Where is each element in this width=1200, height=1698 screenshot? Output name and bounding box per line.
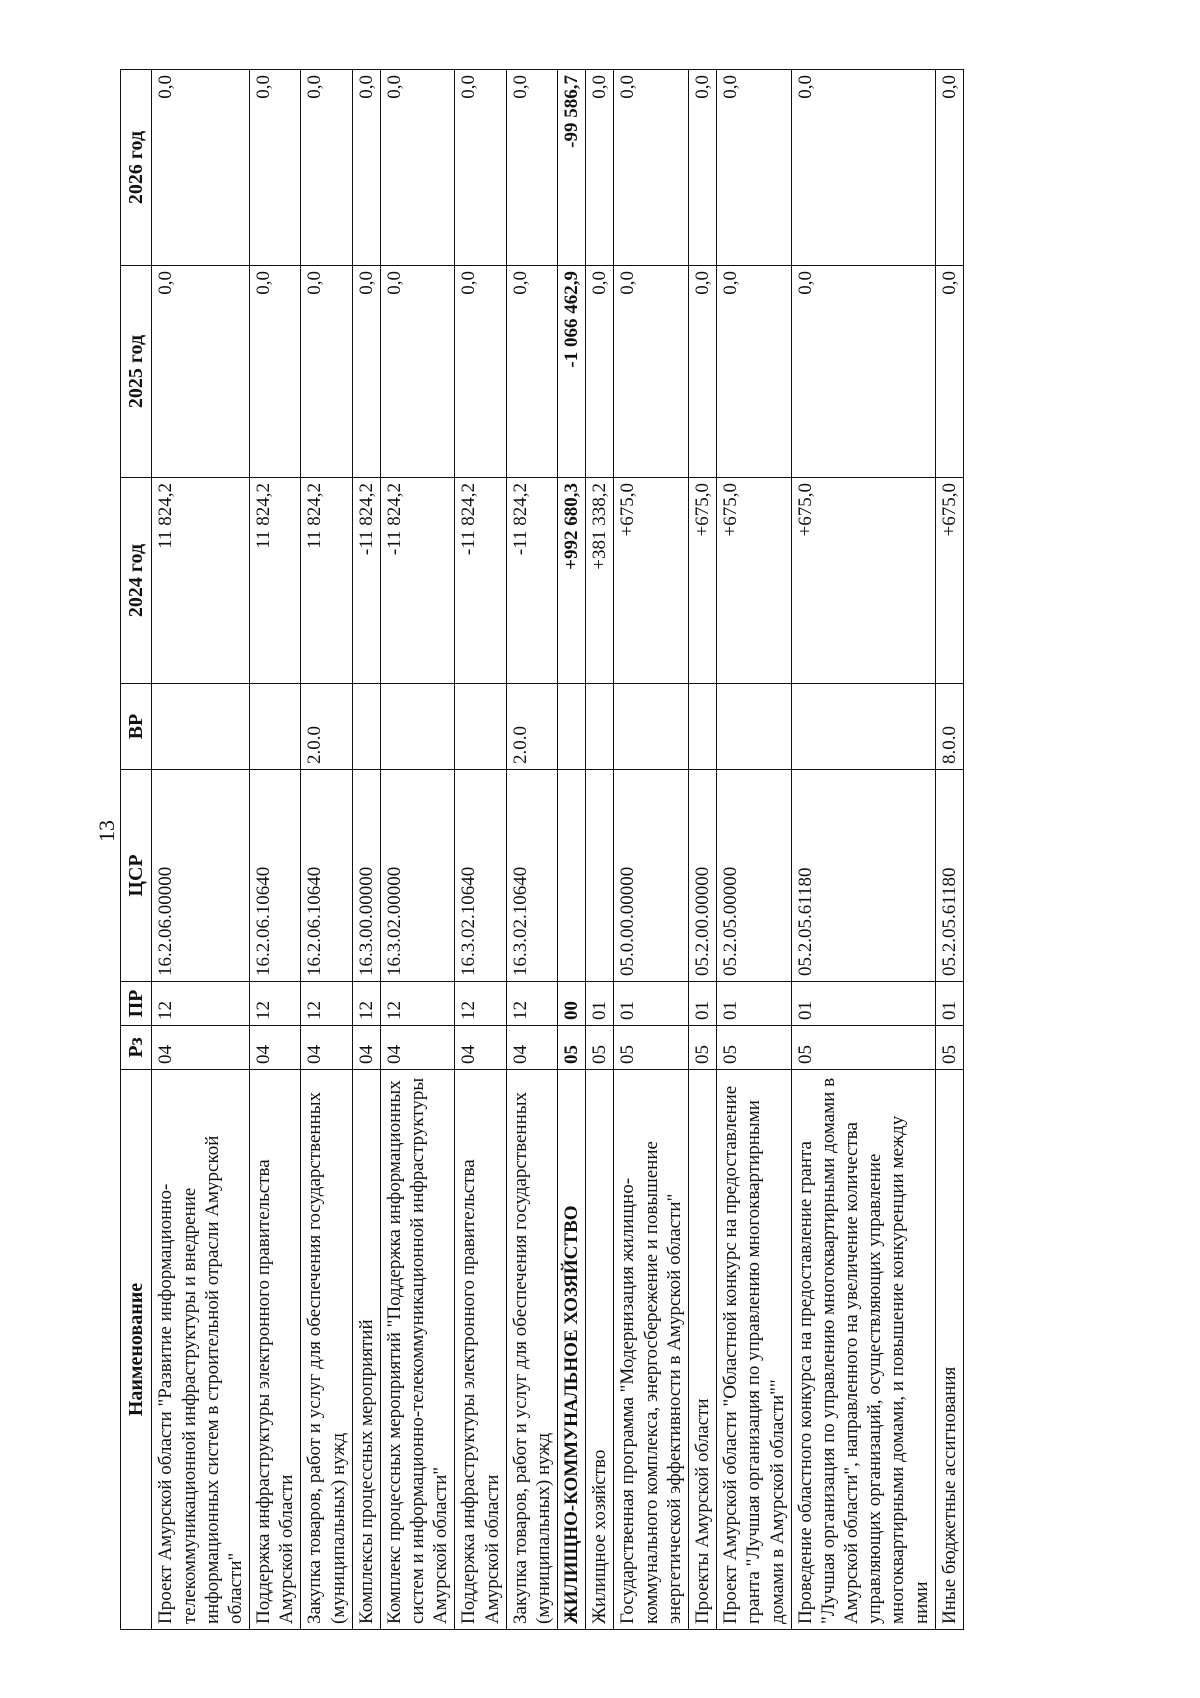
- row-pr: 12: [352, 982, 380, 1026]
- table-row: [455, 70, 506, 1630]
- table-row: [935, 70, 963, 1630]
- table-container: [120, 70, 1110, 1630]
- row-csr: 16.3.02.10640: [455, 770, 506, 982]
- row-csr: 16.3.00.00000: [352, 770, 380, 982]
- row-value-2025: 0,0: [689, 266, 717, 478]
- row-value-2024: +675,0: [935, 478, 963, 684]
- row-csr: 16.3.02.00000: [380, 770, 455, 982]
- header-vr: ВР: [121, 684, 152, 770]
- row-value-2025: -1 066 462,9: [558, 266, 586, 478]
- table-row: [506, 70, 557, 1630]
- row-value-2025: 0,0: [352, 266, 380, 478]
- header-rz: Рз: [121, 1026, 152, 1070]
- row-value-2024: 11 824,2: [301, 478, 352, 684]
- row-pr: 01: [614, 982, 689, 1026]
- row-rz: 04: [380, 1026, 455, 1070]
- table-header-row: [121, 70, 152, 1630]
- table-body: [152, 70, 964, 1630]
- row-csr: 05.2.05.61180: [791, 770, 935, 982]
- row-value-2024: 11 824,2: [250, 478, 301, 684]
- table-row: [717, 70, 792, 1630]
- row-value-2026: 0,0: [586, 70, 614, 266]
- row-value-2025: 0,0: [152, 266, 250, 478]
- row-value-2026: 0,0: [935, 70, 963, 266]
- header-pr: ПР: [121, 982, 152, 1026]
- table-row: [250, 70, 301, 1630]
- row-rz: 04: [352, 1026, 380, 1070]
- row-pr: 12: [455, 982, 506, 1026]
- header-2025: 2025 год: [121, 266, 152, 478]
- row-rz: 04: [250, 1026, 301, 1070]
- row-value-2024: +381 338,2: [586, 478, 614, 684]
- row-rz: 05: [935, 1026, 963, 1070]
- row-rz: 05: [586, 1026, 614, 1070]
- row-vr: 2.0.0: [301, 684, 352, 770]
- row-name: Закупка товаров, работ и услуг для обеспечения государственных (муниципальных) нужд: [301, 1070, 352, 1630]
- row-pr: 01: [791, 982, 935, 1026]
- row-value-2026: 0,0: [152, 70, 250, 266]
- row-value-2026: 0,0: [380, 70, 455, 266]
- row-value-2024: -11 824,2: [455, 478, 506, 684]
- row-value-2025: 0,0: [717, 266, 792, 478]
- row-vr: [152, 684, 250, 770]
- row-vr: [455, 684, 506, 770]
- row-csr: [558, 770, 586, 982]
- table-row: [614, 70, 689, 1630]
- row-csr: 05.2.05.61180: [935, 770, 963, 982]
- row-vr: [352, 684, 380, 770]
- row-value-2024: +992 680,3: [558, 478, 586, 684]
- row-rz: 04: [506, 1026, 557, 1070]
- row-pr: 01: [689, 982, 717, 1026]
- table-row: [352, 70, 380, 1630]
- row-rz: 05: [791, 1026, 935, 1070]
- row-value-2025: 0,0: [506, 266, 557, 478]
- row-pr: 12: [380, 982, 455, 1026]
- row-value-2026: 0,0: [689, 70, 717, 266]
- row-value-2025: 0,0: [301, 266, 352, 478]
- budget-table: [120, 69, 964, 1630]
- row-value-2026: 0,0: [455, 70, 506, 266]
- row-name: Проведение областного конкурса на предоставление гранта "Лучшая организация по управлению многоквартирными домами в Амурской области", направленного на увеличение количества управляющих организаций, осуществляющих управление многоквартирными домами, и повышение конкуренции между ними: [791, 1070, 935, 1630]
- row-value-2025: 0,0: [455, 266, 506, 478]
- header-name: Наименование: [121, 1070, 152, 1630]
- row-value-2024: +675,0: [791, 478, 935, 684]
- row-value-2024: 11 824,2: [152, 478, 250, 684]
- row-value-2026: 0,0: [506, 70, 557, 266]
- row-name: Проект Амурской области "Областной конкурс на предоставление гранта "Лучшая организация по управлению многоквартирными домами в Амурской области"": [717, 1070, 792, 1630]
- row-vr: [614, 684, 689, 770]
- row-value-2024: -11 824,2: [506, 478, 557, 684]
- row-pr: 00: [558, 982, 586, 1026]
- row-value-2025: 0,0: [250, 266, 301, 478]
- row-rz: 05: [689, 1026, 717, 1070]
- row-pr: 12: [152, 982, 250, 1026]
- row-vr: [586, 684, 614, 770]
- row-name: Поддержка инфраструктуры электронного правительства Амурской области: [455, 1070, 506, 1630]
- row-name: Проект Амурской области "Развитие информационно-телекоммуникационной инфраструктуры и внедрение информационных систем в строительной отрасли Амурской области": [152, 1070, 250, 1630]
- row-rz: 05: [614, 1026, 689, 1070]
- row-value-2025: 0,0: [380, 266, 455, 478]
- row-value-2025: 0,0: [586, 266, 614, 478]
- row-vr: [717, 684, 792, 770]
- header-csr: ЦСР: [121, 770, 152, 982]
- row-value-2026: 0,0: [250, 70, 301, 266]
- row-pr: 12: [301, 982, 352, 1026]
- row-rz: 05: [717, 1026, 792, 1070]
- table-row: [152, 70, 250, 1630]
- table-row: [586, 70, 614, 1630]
- row-csr: 16.2.06.10640: [250, 770, 301, 982]
- page-number: 13: [94, 820, 119, 842]
- row-name: Государственная программа "Модернизация жилищно-коммунального комплекса, энергосбережение и повышение энергетической эффективности в Амурской области": [614, 1070, 689, 1630]
- row-value-2024: -11 824,2: [380, 478, 455, 684]
- row-csr: 16.2.06.00000: [152, 770, 250, 982]
- header-2024: 2024 год: [121, 478, 152, 684]
- row-csr: 16.3.02.10640: [506, 770, 557, 982]
- row-value-2026: 0,0: [352, 70, 380, 266]
- row-pr: 12: [250, 982, 301, 1026]
- table-row: [301, 70, 352, 1630]
- row-csr: [586, 770, 614, 982]
- table-row: [689, 70, 717, 1630]
- row-vr: [250, 684, 301, 770]
- row-value-2026: 0,0: [717, 70, 792, 266]
- row-csr: 05.2.00.00000: [689, 770, 717, 982]
- row-value-2026: 0,0: [301, 70, 352, 266]
- row-name: ЖИЛИЩНО-КОММУНАЛЬНОЕ ХОЗЯЙСТВО: [558, 1070, 586, 1630]
- row-value-2024: +675,0: [689, 478, 717, 684]
- row-vr: [558, 684, 586, 770]
- row-vr: [689, 684, 717, 770]
- row-csr: 05.2.05.00000: [717, 770, 792, 982]
- row-rz: 04: [301, 1026, 352, 1070]
- table-row: [791, 70, 935, 1630]
- row-name: Закупка товаров, работ и услуг для обеспечения государственных (муниципальных) нужд: [506, 1070, 557, 1630]
- row-value-2026: 0,0: [614, 70, 689, 266]
- row-vr: [791, 684, 935, 770]
- table-row: [380, 70, 455, 1630]
- row-rz: 05: [558, 1026, 586, 1070]
- row-pr: 01: [935, 982, 963, 1026]
- row-pr: 01: [586, 982, 614, 1026]
- row-name: Проекты Амурской области: [689, 1070, 717, 1630]
- row-rz: 04: [152, 1026, 250, 1070]
- row-rz: 04: [455, 1026, 506, 1070]
- row-vr: 8.0.0: [935, 684, 963, 770]
- row-name: Комплекс процессных мероприятий "Поддержка информационных систем и информационно-телекоммуникационной инфраструктуры Амурской области": [380, 1070, 455, 1630]
- row-name: Комплексы процессных мероприятий: [352, 1070, 380, 1630]
- header-2026: 2026 год: [121, 70, 152, 266]
- row-vr: [380, 684, 455, 770]
- row-value-2026: 0,0: [791, 70, 935, 266]
- row-pr: 12: [506, 982, 557, 1026]
- row-value-2024: +675,0: [717, 478, 792, 684]
- row-vr: 2.0.0: [506, 684, 557, 770]
- row-name: Поддержка инфраструктуры электронного правительства Амурской области: [250, 1070, 301, 1630]
- row-pr: 01: [717, 982, 792, 1026]
- table-row: [558, 70, 586, 1630]
- row-value-2025: 0,0: [791, 266, 935, 478]
- row-value-2024: +675,0: [614, 478, 689, 684]
- row-value-2024: -11 824,2: [352, 478, 380, 684]
- row-value-2026: -99 586,7: [558, 70, 586, 266]
- row-value-2025: 0,0: [614, 266, 689, 478]
- row-csr: 16.2.06.10640: [301, 770, 352, 982]
- row-value-2025: 0,0: [935, 266, 963, 478]
- row-csr: 05.0.00.00000: [614, 770, 689, 982]
- row-name: Жилищное хозяйство: [586, 1070, 614, 1630]
- row-name: Иные бюджетные ассигнования: [935, 1070, 963, 1630]
